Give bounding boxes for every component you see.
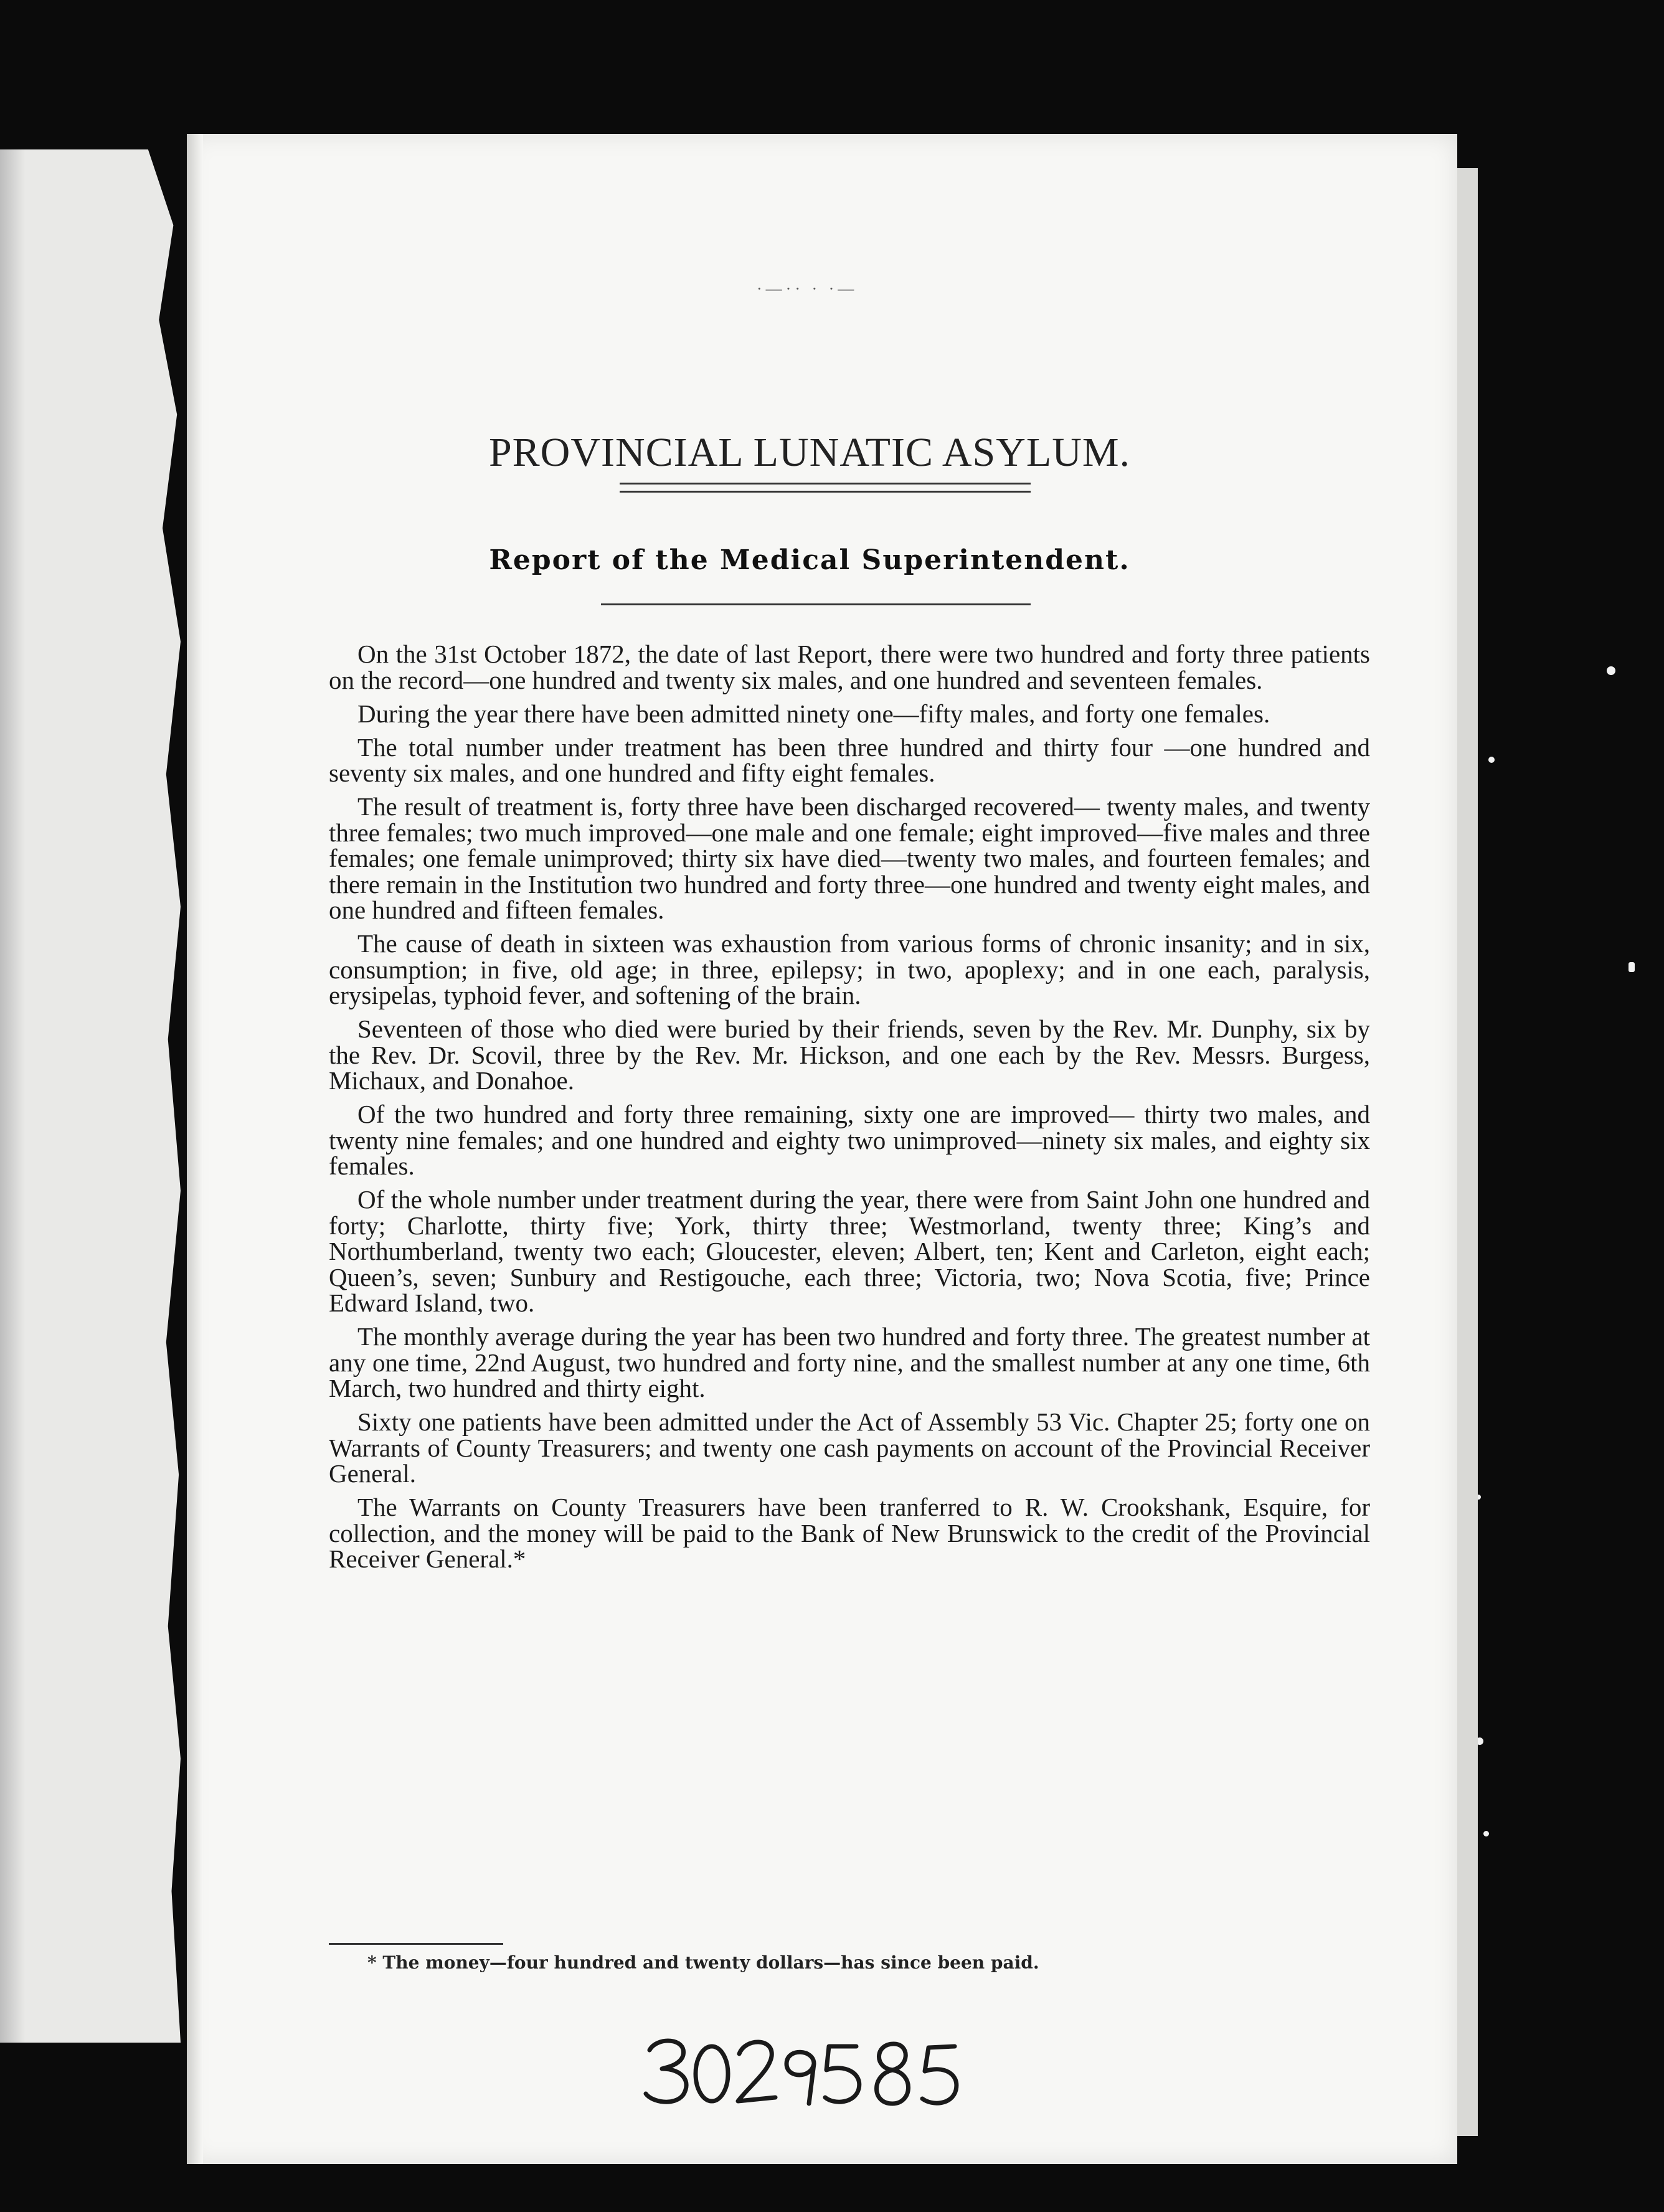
paragraph-monthly-average: The monthly average during the year has been two hundred and forty three. The greatest number at any one time, 22nd August, two hundred and forty nine, and the smallest number at any one time, 6th March, two hundred and thirty eight. bbox=[329, 1322, 1370, 1402]
title-double-rule bbox=[620, 483, 1031, 493]
paragraph-remaining-patients: Of the two hundred and forty three remaining, sixty one are improved— thirty two males, and twenty nine females; and one hundred and eighty two unimproved—ninety six males, and eighty six females. bbox=[329, 1100, 1370, 1180]
document-page bbox=[187, 134, 1457, 2164]
report-body bbox=[329, 641, 1370, 1580]
paragraph-treatment-results: The result of treatment is, forty three have been discharged recovered— twenty males, and twenty three females; two much improved—one male and one female; eight improved—five males and three females; one female unimproved; thirty six have died—twenty two males, and fourteen females; and there remain in the Institution two hundred and forty three—one hundred and twenty eight males, and one hundred and fifteen females. bbox=[329, 792, 1370, 924]
document-subtitle: Report of the Medical Superintendent. bbox=[489, 544, 1130, 576]
footnote: * The money—four hundred and twenty dollars—has since been paid. bbox=[367, 1952, 1039, 1973]
document-title: PROVINCIAL LUNATIC ASYLUM. bbox=[488, 430, 1131, 476]
paragraph-causes-of-death: The cause of death in sixteen was exhaustion from various forms of chronic insanity; and in six, consumption; in five, old age; in three, epilepsy; in two, apoplexy; and in one each, paralysis, erysipelas, typhoid fever, and softening of the brain. bbox=[329, 929, 1370, 1009]
previous-page-edge bbox=[0, 149, 181, 2043]
paragraph-total-under-treatment: The total number under treatment has been three hundred and thirty four —one hundred and seventy six males, and one hundred and fifty eight females. bbox=[329, 732, 1370, 787]
paragraph-burials: Seventeen of those who died were buried by their friends, seven by the Rev. Mr. Dunphy, six by the Rev. Dr. Scovil, three by the Rev. Mr. Hickson, and one each by the Rev. Messrs. Burgess, Michaux, and Donahoe. bbox=[329, 1014, 1370, 1095]
scan-speck bbox=[1488, 757, 1495, 763]
handwritten-accession-number bbox=[638, 2024, 962, 2111]
paragraph-admissions: During the year there have been admitted ninety one—fifty males, and forty one females. bbox=[357, 699, 1270, 728]
paragraph-admission-authority: Sixty one patients have been admitted under the Act of Assembly 53 Vic. Chapter 25; forty one on Warrants of County Treasurers; and twenty one cash payments on account of the Provincial Receiver General. bbox=[329, 1407, 1370, 1488]
paragraph-patients-by-county: Of the whole number under treatment during the year, there were from Saint John one hundred and forty; Charlotte, thirty five; York, thirty three; Westmorland, twenty three; King’s and Northumberland, twenty two each; Gloucester, eleven; Albert, ten; Kent and Carleton, eight each; Queen’s, seven; Sunbury and Restigouche, each three; Victoria, two; Nova Scotia, five; Prince Edward Island, two. bbox=[329, 1185, 1370, 1317]
printer-mark: ·—·· · ·— bbox=[757, 280, 858, 298]
scan-speck bbox=[1607, 666, 1615, 675]
paragraph-patients-on-record: On the 31st October 1872, the date of last Report, there were two hundred and forty three patients on the record—one hundred and twenty six males, and one hundred and seventeen females. bbox=[329, 640, 1370, 694]
footnote-rule bbox=[329, 1943, 503, 1945]
paragraph-warrants: The Warrants on County Treasurers have been tranferred to R. W. Crookshank, Esquire, for collection, and the money will be paid to the Bank of New Brunswick to the credit of the Provincial Receiver General.* bbox=[329, 1493, 1370, 1573]
previous-page-shadow bbox=[0, 149, 25, 2043]
subtitle-rule bbox=[601, 603, 1031, 605]
scan-speck bbox=[1629, 962, 1635, 972]
scan-speck bbox=[1483, 1831, 1489, 1836]
